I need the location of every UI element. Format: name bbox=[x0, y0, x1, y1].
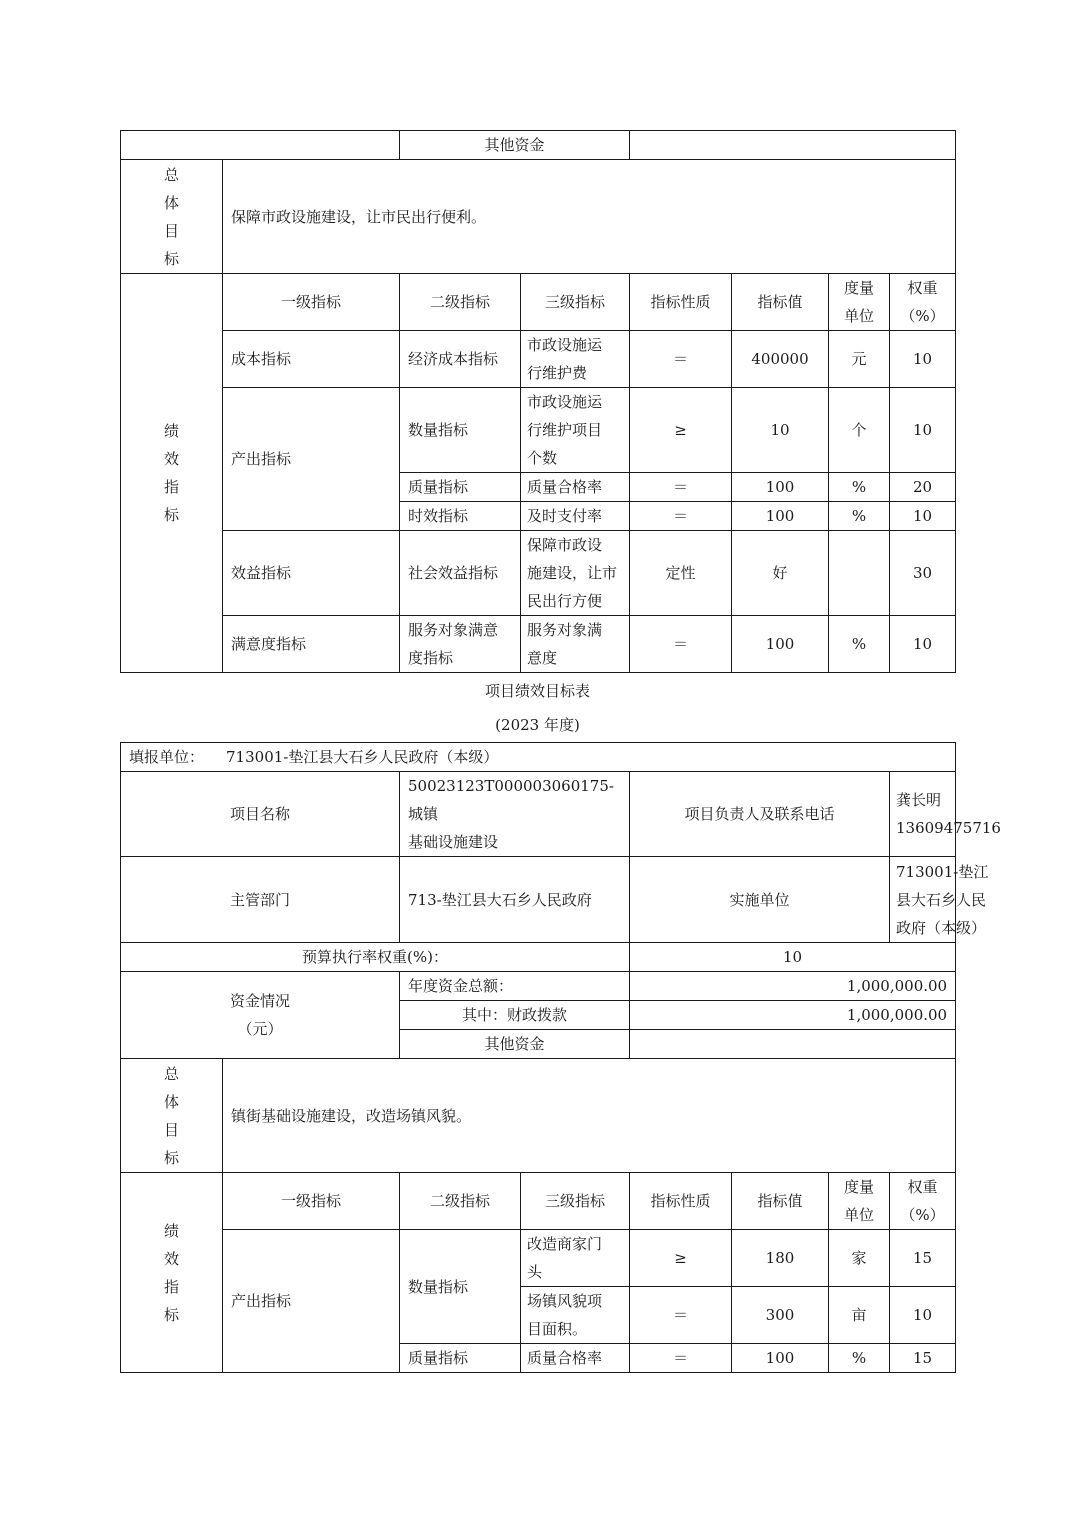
top-performance-table bbox=[120, 130, 956, 673]
other-funds-value bbox=[630, 1030, 956, 1059]
bottom-quality-value: 100 bbox=[732, 1344, 829, 1373]
time-l2: 时效指标 bbox=[400, 502, 521, 531]
cost-l1: 成本指标 bbox=[223, 331, 400, 388]
time-unit: % bbox=[829, 502, 890, 531]
shop-l3: 改造商家门 头 bbox=[521, 1230, 630, 1287]
dept-label: 主管部门 bbox=[121, 857, 400, 943]
quality-unit: % bbox=[829, 473, 890, 502]
satisfaction-l1: 满意度指标 bbox=[223, 616, 400, 673]
bottom-output-l1: 产出指标 bbox=[223, 1230, 400, 1373]
fiscal-funds-value: 1,000,000.00 bbox=[630, 1001, 956, 1030]
top-blank-cell bbox=[121, 131, 400, 160]
bottom-header-weight: 权重 （%） bbox=[890, 1173, 956, 1230]
area-nature: ＝ bbox=[630, 1287, 732, 1344]
quality-nature: ＝ bbox=[630, 473, 732, 502]
area-weight: 10 bbox=[890, 1287, 956, 1344]
bottom-performance-table bbox=[120, 742, 1001, 1373]
shop-unit: 家 bbox=[829, 1230, 890, 1287]
time-weight: 10 bbox=[890, 502, 956, 531]
annual-funds-label: 年度资金总额： bbox=[400, 972, 630, 1001]
leader-label: 项目负责人及联系电话 bbox=[630, 772, 890, 857]
bottom-quality-l2: 质量指标 bbox=[400, 1344, 521, 1373]
header-l1: 一级指标 bbox=[223, 274, 400, 331]
project-name-label: 项目名称 bbox=[121, 772, 400, 857]
bottom-quality-l3: 质量合格率 bbox=[521, 1344, 630, 1373]
bottom-perf-label: 绩 效 指 标 bbox=[121, 1173, 223, 1373]
satisfaction-l2: 服务对象满意 度指标 bbox=[400, 616, 521, 673]
qty-value: 10 bbox=[732, 388, 829, 473]
leader-value: 龚长明 13609475716 bbox=[890, 772, 956, 857]
satisfaction-nature: ＝ bbox=[630, 616, 732, 673]
benefit-unit bbox=[829, 531, 890, 616]
bottom-header-nature: 指标性质 bbox=[630, 1173, 732, 1230]
time-l3: 及时支付率 bbox=[521, 502, 630, 531]
bottom-header-unit: 度量 单位 bbox=[829, 1173, 890, 1230]
fiscal-funds-label: 其中：财政拨款 bbox=[400, 1001, 630, 1030]
top-goal-text: 保障市政设施建设，让市民出行便利。 bbox=[223, 160, 956, 274]
qty-nature: ≥ bbox=[630, 388, 732, 473]
funds-label: 资金情况 （元） bbox=[121, 972, 400, 1059]
bottom-goal-label: 总 体 目 标 bbox=[121, 1059, 223, 1173]
dept-value: 713-垫江县大石乡人民政府 bbox=[400, 857, 630, 943]
other-funds-label: 其他资金 bbox=[400, 1030, 630, 1059]
area-unit: 亩 bbox=[829, 1287, 890, 1344]
top-perf-label: 绩 效 指 标 bbox=[121, 274, 223, 673]
cost-nature: ＝ bbox=[630, 331, 732, 388]
output-l1: 产出指标 bbox=[223, 388, 400, 531]
bottom-qty-l2: 数量指标 bbox=[400, 1230, 521, 1344]
quality-value: 100 bbox=[732, 473, 829, 502]
table-title: 项目绩效目标表 bbox=[484, 682, 590, 700]
satisfaction-value: 100 bbox=[732, 616, 829, 673]
header-unit: 度量 单位 bbox=[829, 274, 890, 331]
time-nature: ＝ bbox=[630, 502, 732, 531]
bottom-header-l2: 二级指标 bbox=[400, 1173, 521, 1230]
header-weight: 权重 （%） bbox=[890, 274, 956, 331]
shop-nature: ≥ bbox=[630, 1230, 732, 1287]
bottom-goal-text: 镇街基础设施建设，改造场镇风貌。 bbox=[223, 1059, 956, 1173]
bottom-header-l3: 三级指标 bbox=[521, 1173, 630, 1230]
table-year: (2023 年度) bbox=[495, 716, 580, 734]
area-l3: 场镇风貌项 目面积。 bbox=[521, 1287, 630, 1344]
filler-unit: 填报单位： 713001-垫江县大石乡人民政府（本级） bbox=[121, 743, 956, 772]
bottom-header-l1: 一级指标 bbox=[223, 1173, 400, 1230]
bottom-quality-unit: % bbox=[829, 1344, 890, 1373]
impl-label: 实施单位 bbox=[630, 857, 890, 943]
bottom-header-value: 指标值 bbox=[732, 1173, 829, 1230]
header-value: 指标值 bbox=[732, 274, 829, 331]
qty-l3: 市政设施运 行维护项目 个数 bbox=[521, 388, 630, 473]
quality-l3: 质量合格率 bbox=[521, 473, 630, 502]
satisfaction-weight: 10 bbox=[890, 616, 956, 673]
shop-weight: 15 bbox=[890, 1230, 956, 1287]
cost-weight: 10 bbox=[890, 331, 956, 388]
quality-l2: 质量指标 bbox=[400, 473, 521, 502]
bottom-quality-weight: 15 bbox=[890, 1344, 956, 1373]
header-l3: 三级指标 bbox=[521, 274, 630, 331]
budget-weight-label: 预算执行率权重(%)： bbox=[121, 943, 630, 972]
qty-unit: 个 bbox=[829, 388, 890, 473]
cost-unit: 元 bbox=[829, 331, 890, 388]
top-other-funds-value bbox=[630, 131, 956, 160]
area-value: 300 bbox=[732, 1287, 829, 1344]
shop-value: 180 bbox=[732, 1230, 829, 1287]
budget-weight-value: 10 bbox=[630, 943, 956, 972]
top-other-funds-label: 其他资金 bbox=[400, 131, 630, 160]
cost-l3: 市政设施运 行维护费 bbox=[521, 331, 630, 388]
benefit-nature: 定性 bbox=[630, 531, 732, 616]
qty-l2: 数量指标 bbox=[400, 388, 521, 473]
cost-l2: 经济成本指标 bbox=[400, 331, 521, 388]
annual-funds-value: 1,000,000.00 bbox=[630, 972, 956, 1001]
benefit-weight: 30 bbox=[890, 531, 956, 616]
benefit-l1: 效益指标 bbox=[223, 531, 400, 616]
top-goal-label: 总 体 目 标 bbox=[121, 160, 223, 274]
qty-weight: 10 bbox=[890, 388, 956, 473]
time-value: 100 bbox=[732, 502, 829, 531]
quality-weight: 20 bbox=[890, 473, 956, 502]
impl-value: 713001-垫江 县大石乡人民 政府（本级） bbox=[890, 857, 956, 943]
satisfaction-unit: % bbox=[829, 616, 890, 673]
benefit-l2: 社会效益指标 bbox=[400, 531, 521, 616]
project-name-value: 50023123T000003060175-城镇 基础设施建设 bbox=[400, 772, 630, 857]
benefit-l3: 保障市政设 施建设，让市 民出行方便 bbox=[521, 531, 630, 616]
cost-value: 400000 bbox=[732, 331, 829, 388]
bottom-quality-nature: ＝ bbox=[630, 1344, 732, 1373]
header-nature: 指标性质 bbox=[630, 274, 732, 331]
header-l2: 二级指标 bbox=[400, 274, 521, 331]
benefit-value: 好 bbox=[732, 531, 829, 616]
satisfaction-l3: 服务对象满 意度 bbox=[521, 616, 630, 673]
